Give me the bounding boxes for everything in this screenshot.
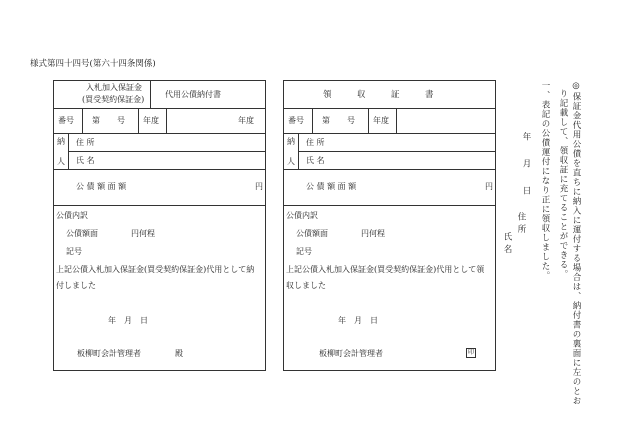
left-form-title: 代用公債納付書	[165, 90, 221, 99]
left-dai-label: 第	[92, 116, 100, 125]
right-address-label: 住 所	[306, 138, 325, 147]
left-divider	[150, 80, 151, 108]
right-payer-label-top: 納	[287, 137, 295, 146]
left-fiscal-year-field: 年度	[238, 116, 254, 125]
right-face-amount-label: 公 債 額 面 額	[306, 182, 357, 191]
left-breakdown-amount: 円何程	[131, 229, 155, 238]
left-name-label: 氏 名	[76, 156, 95, 165]
right-date-label: 年 月 日	[338, 316, 378, 325]
right-form-title: 領 収 証 書	[323, 90, 434, 100]
left-statement-line2: 付しました	[56, 281, 96, 290]
form-title: 様式第四十四号(第六十四条関係)	[30, 59, 156, 69]
left-divider	[53, 169, 266, 170]
left-fiscal-year-label: 年度	[143, 116, 159, 125]
left-divider	[82, 108, 83, 133]
left-divider	[68, 151, 266, 152]
left-divider	[166, 108, 167, 133]
note-line-1b: り記載して、領収証に充てることができる。	[558, 89, 568, 279]
note-name: 氏名	[502, 232, 512, 257]
right-statement-line1: 上記公債入札加入保証金(買受契約保証金)代用として領	[286, 265, 485, 274]
left-divider	[138, 108, 139, 133]
left-doc-name-line1: 入札加入保証金	[86, 83, 142, 92]
left-breakdown-label: 公債内訳	[56, 211, 88, 220]
right-breakdown-label: 公債内訳	[286, 211, 318, 220]
right-divider	[283, 108, 496, 109]
left-yen-label: 円	[255, 182, 263, 191]
left-divider	[68, 133, 69, 169]
left-doc-name-line2: (買受契約保証金)	[82, 95, 145, 104]
left-statement-line1: 上記公債入札加入保証金(買受契約保証金)代用として納	[56, 265, 255, 274]
right-symbol-label: 記号	[296, 247, 312, 256]
right-number-label: 番号	[288, 116, 304, 125]
right-divider	[396, 108, 397, 133]
right-yen-label: 円	[485, 182, 493, 191]
left-payer-label-bottom: 人	[57, 157, 65, 166]
right-divider	[298, 151, 496, 152]
left-divider	[53, 108, 266, 109]
note-line-1: ◎保証金代用公債を直ちに納入に運付する場合は、納付書の裏面に左のとお	[571, 81, 581, 406]
left-recipient: 板柳町会計管理者	[77, 349, 141, 358]
right-divider	[283, 133, 496, 134]
left-gou-label: 号	[117, 116, 125, 125]
right-divider	[312, 108, 313, 133]
right-divider	[283, 205, 496, 206]
right-name-label: 氏 名	[306, 156, 325, 165]
right-dai-label: 第	[322, 116, 330, 125]
left-symbol-label: 記号	[66, 247, 82, 256]
left-payer-label-top: 納	[57, 137, 65, 146]
right-form-border	[283, 80, 496, 371]
note-line-2: 一、表記の公債運付になり正に領収しました。	[540, 81, 550, 281]
right-statement-line2: 収しました	[286, 281, 326, 290]
left-date-label: 年 月 日	[108, 316, 148, 325]
left-address-label: 住 所	[76, 138, 95, 147]
left-number-label: 番号	[58, 116, 74, 125]
left-breakdown-face-label: 公債額面	[66, 229, 98, 238]
right-divider	[298, 133, 299, 169]
right-gou-label: 号	[347, 116, 355, 125]
seal-box: 印	[467, 349, 474, 356]
left-divider	[53, 133, 266, 134]
right-payer-label-bottom: 人	[287, 157, 295, 166]
right-breakdown-amount: 円何程	[361, 229, 385, 238]
right-divider	[283, 169, 496, 170]
left-honorific: 殿	[175, 349, 183, 358]
left-divider	[53, 205, 266, 206]
right-fiscal-year-label: 年度	[373, 116, 389, 125]
left-face-amount-label: 公 債 額 面 額	[76, 182, 127, 191]
left-form-border	[53, 80, 266, 371]
note-date: 年 月 日	[521, 132, 531, 200]
right-divider	[368, 108, 369, 133]
right-issuer: 板柳町会計管理者	[319, 349, 383, 358]
right-breakdown-face-label: 公債額面	[296, 229, 328, 238]
note-address: 住所	[516, 212, 526, 237]
